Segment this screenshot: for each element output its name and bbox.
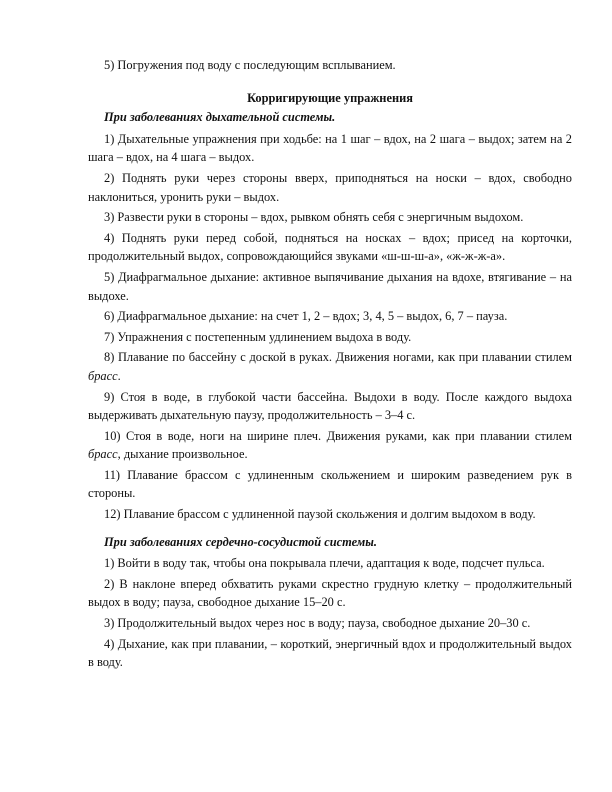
respiratory-item-7: 7) Упражнения с постепенным удлинением выдоха в воду. <box>104 329 412 344</box>
breaststroke-term: брасс <box>88 447 118 462</box>
page-content <box>88 56 572 674</box>
cardiovascular-subheading: При заболеваниях сердечно-сосудистой системы. <box>104 534 377 549</box>
respiratory-item-10-end: , дыхание произвольное. <box>117 447 248 462</box>
respiratory-item-6: 6) Диафрагмальное дыхание: на счет 1, 2 – вдох; 3, 4, 5 – выдох, 6, 7 – пауза. <box>104 309 508 324</box>
respiratory-item-5: 5) Диафрагмальное дыхание: активное выпячивание дыхания на вдохе, втягивание – на выдохе. <box>88 269 572 303</box>
respiratory-subheading: При заболеваниях дыхательной системы. <box>104 110 336 125</box>
breaststroke-term: брасс <box>88 368 118 383</box>
respiratory-item-3: 3) Развести руки в стороны – вдох, рывком обнять себя с энергичным выдохом. <box>104 210 524 225</box>
respiratory-item-10-text: 10) Стоя в воде, ноги на ширине плеч. Движения руками, как при плавании стилем <box>104 428 572 443</box>
cardiovascular-item-2: 2) В наклоне вперед обхватить руками скрестно грудную клетку – продолжительный выдох в воду; пауза, свободное дыхание 15–20 с. <box>88 576 572 610</box>
intro-item: 5) Погружения под воду с последующим всплыванием. <box>104 58 396 72</box>
respiratory-item-8 <box>88 348 572 385</box>
respiratory-item-10 <box>88 427 572 464</box>
respiratory-item-11: 11) Плавание брассом с удлиненным скольжением и широким разведением рук в стороны. <box>88 467 572 501</box>
respiratory-item-2: 2) Поднять руки через стороны вверх, приподняться на носки – вдох, свободно наклониться, уронить руки – выдох. <box>88 170 572 204</box>
respiratory-item-8-text: 8) Плавание по бассейну с доской в руках. Движения ногами, как при плавании стилем <box>104 350 572 365</box>
cardiovascular-item-4: 4) Дыхание, как при плавании, – короткий, энергичный вдох и продолжительный выдох в воду. <box>88 636 572 670</box>
respiratory-item-9: 9) Стоя в воде, в глубокой части бассейна. Выдохи в воду. После каждого выдоха выдерживать дыхательную паузу, продолжительность – 3–4 с. <box>88 389 572 423</box>
cardiovascular-item-3: 3) Продолжительный выдох через нос в воду; пауза, свободное дыхание 20–30 с. <box>104 616 531 631</box>
respiratory-item-12: 12) Плавание брассом с удлиненной паузой скольжения и долгим выдохом в воду. <box>104 507 536 522</box>
respiratory-item-4: 4) Поднять руки перед собой, подняться на носках – вдох; присед на корточки, продолжительный выдох, сопровождающийся звуками «ш-ш-ш-а», «ж-ж-ж-а». <box>88 230 572 264</box>
respiratory-item-8-end: . <box>117 368 121 383</box>
cardiovascular-item-1: 1) Войти в воду так, чтобы она покрывала плечи, адаптация к воде, подсчет пульса. <box>104 556 545 571</box>
section-heading: Корригирующие упражнения <box>247 90 413 105</box>
respiratory-item-1: 1) Дыхательные упражнения при ходьбе: на 1 шаг – вдох, на 2 шага – выдох; затем на 2 шага – вдох, на 4 шага – выдох. <box>88 131 572 165</box>
